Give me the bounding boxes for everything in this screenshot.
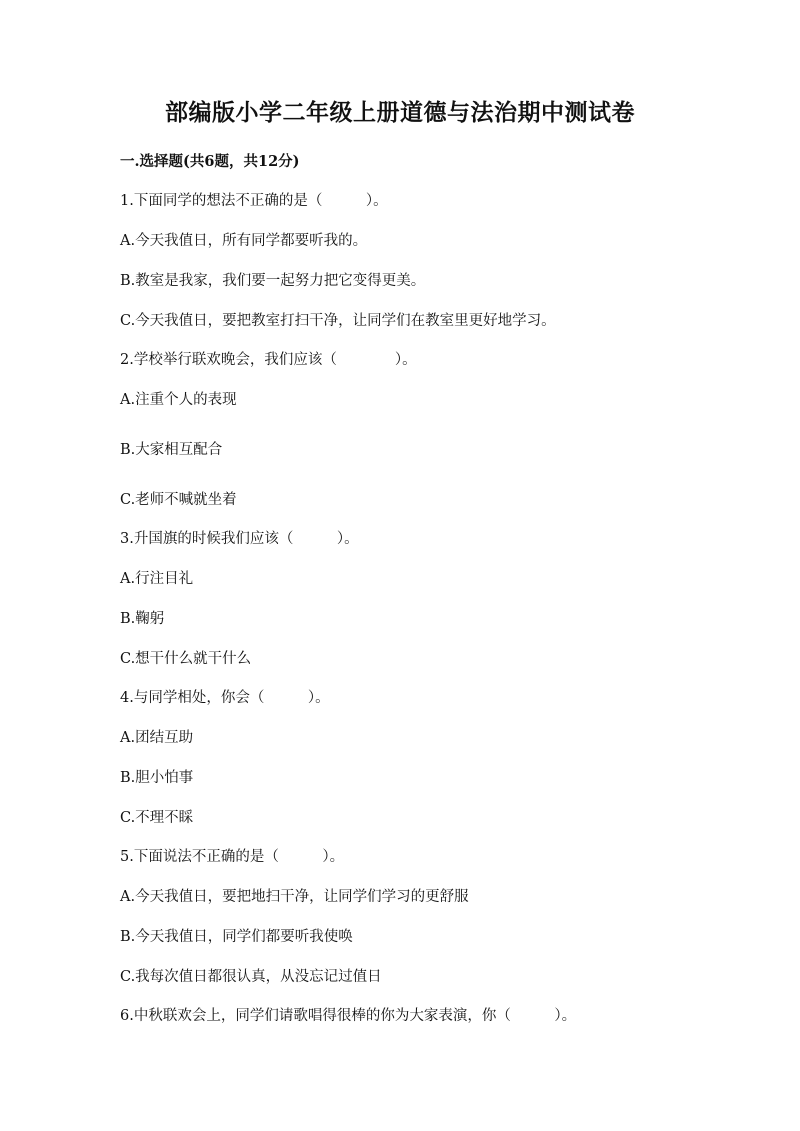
question-1-option-c: C.今天我值日，要把教室打扫干净，让同学们在教室里更好地学习。 [120,313,556,329]
question-5-stem: 5.下面说法不正确的是（ ）。 [120,849,345,865]
question-3-option-b: B.鞠躬 [120,611,165,627]
question-3-option-c: C.想干什么就干什么 [120,651,252,667]
question-2-option-b: B.大家相互配合 [120,442,223,458]
question-4-stem: 4.与同学相处，你会（ ）。 [120,690,330,706]
question-5-option-b: B.今天我值日，同学们都要听我使唤 [120,929,353,945]
question-2-stem: 2.学校举行联欢晚会，我们应该（ ）。 [120,352,417,368]
question-1-option-b: B.教室是我家，我们要一起努力把它变得更美。 [120,273,426,289]
question-4-option-a: A.团结互助 [120,730,194,746]
question-2-option-a: A.注重个人的表现 [120,392,237,408]
question-3-option-a: A.行注目礼 [120,571,194,587]
page-title: 部编版小学二年级上册道德与法治期中测试卷 [165,99,635,126]
question-4-option-c: C.不理不睬 [120,810,194,826]
question-6-stem: 6.中秋联欢会上，同学们请歌唱得很棒的你为大家表演，你（ ）。 [120,1008,577,1024]
question-2-option-c: C.老师不喊就坐着 [120,492,237,508]
question-1-stem: 1.下面同学的想法不正确的是（ ）。 [120,193,388,209]
question-3-stem: 3.升国旗的时候我们应该（ ）。 [120,531,359,547]
question-4-option-b: B.胆小怕事 [120,770,194,786]
question-1-option-a: A.今天我值日，所有同学都要听我的。 [120,233,368,249]
question-5-option-a: A.今天我值日，要把地扫干净，让同学们学习的更舒服 [120,889,469,905]
question-5-option-c: C.我每次值日都很认真，从没忘记过值日 [120,969,382,985]
section-heading: 一.选择题(共6题，共12分) [120,153,300,170]
